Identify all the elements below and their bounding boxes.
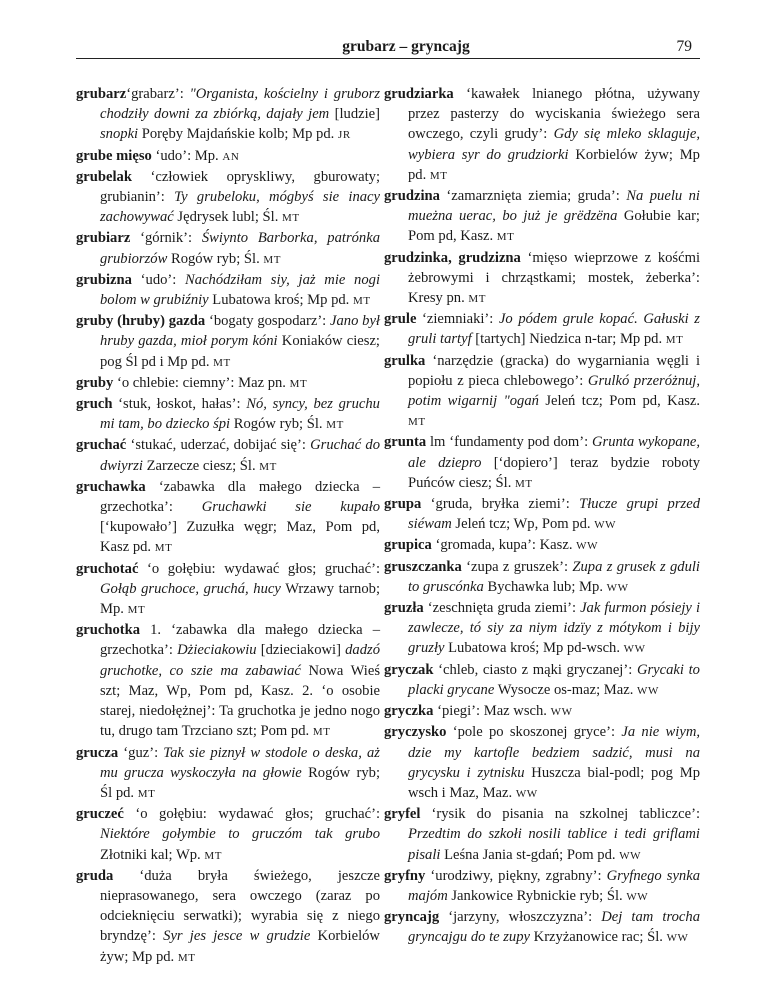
entry-headword: grule	[384, 311, 417, 328]
entry-author-signature: MT	[137, 787, 156, 800]
entry-example: Gruchać do dwiyrzi	[100, 437, 380, 474]
entry-definition: ‘pole po skoszonej gryce’:	[446, 724, 622, 741]
dictionary-entry	[384, 535, 700, 556]
dictionary-entry	[384, 598, 700, 660]
dictionary-entry	[384, 660, 700, 701]
header-rule	[76, 58, 700, 59]
entry-location: Rogów ryb; Śl.	[230, 416, 327, 433]
entry-author-signature: WW	[594, 519, 617, 532]
entry-headword: grunta	[384, 434, 427, 451]
entry-author-signature: MT	[204, 849, 223, 862]
entry-location: Nowa Wieś szt; Maz, Wp, Pom pd, Kasz. 2. ‘o osobie starej, niedołężnej’: Ta gruchotka je jedno nogo tu, drugo tam Trzciano szt; Pom pd.	[100, 662, 381, 740]
entry-headword: gruchać	[76, 437, 127, 454]
entry-location: Złotniki kal; Wp.	[100, 846, 205, 863]
entry-definition: ‘udo’:	[131, 271, 186, 288]
entry-example: Jak furmon pósiejy i zawlecze, tó siy za niym idzïy z mótykom i bijy gruzły	[408, 600, 700, 657]
entry-example: Gołąb gruchoce, gruchá, hucy	[100, 580, 281, 597]
entry-definition: ‘chleb, ciasto z mąki gryczanej’:	[433, 661, 637, 678]
dictionary-entry	[384, 722, 700, 804]
entry-headword: gruby (hruby) gazda	[76, 313, 206, 330]
entry-author-signature: WW	[666, 932, 689, 945]
entry-example: Gruchawki sie kupało	[201, 499, 380, 516]
entry-headword: gryfel	[384, 806, 421, 823]
entry-location: Huszcza bial-podl; pog Mp wsch i Maz, Maz.	[408, 764, 700, 801]
entry-author-signature: WW	[619, 849, 642, 862]
entry-author-signature: MT	[177, 951, 196, 964]
entry-definition: ‘piegi’:	[433, 703, 484, 720]
entry-headword: grubarz	[76, 86, 127, 102]
entry-definition: ‘człowiek opryskliwy, gburowaty; grubianin’:	[100, 168, 380, 206]
entry-location: Wrzawy tarnob; Mp.	[100, 580, 380, 618]
entry-definition: ‘o gołębiu: wydawać głos; gruchać’:	[123, 806, 380, 823]
entry-definition: ‘rysik do pisania na szkolnej tabliczce’:	[420, 806, 700, 823]
entry-location: Korbielów żyw; Mp pd.	[408, 146, 700, 183]
dictionary-entry	[76, 743, 380, 805]
entry-definition: ‘górnik’:	[130, 230, 202, 247]
entry-headword: gruchotka	[76, 622, 141, 639]
entry-example: Tłucze grupi przed siéwam	[408, 496, 700, 533]
entry-example: Dej tam trocha gryncajgu do te zupy	[408, 909, 700, 946]
dictionary-entry	[76, 373, 380, 394]
entry-example: Niektóre gołymbie to gruczóm tak grubo	[100, 826, 380, 843]
entry-author-signature: MT	[213, 356, 231, 369]
entry-headword: grulka	[384, 352, 426, 369]
entry-example: dadzó gruchotke, co szie ma zabawiać	[100, 642, 380, 679]
entry-headword: gryczka	[384, 703, 434, 720]
entry-location: Koniaków ciesz; pog Śl pd i Mp pd.	[100, 333, 380, 370]
entry-definition: ‘kawałek lnianego płótna, używany przez pasterzy do wyciskania świeżego sera owczego, czyli grudy’:	[408, 86, 700, 143]
entry-definition: ‘gromada, kupa’:	[431, 537, 540, 554]
entry-author-signature: WW	[606, 581, 629, 594]
entry-gloss: [‘kupowało’]	[100, 519, 187, 536]
entry-author-signature: WW	[637, 684, 659, 697]
entry-definition: 1. ‘zabawka dla małego dziecka – grzechotka’:	[100, 622, 380, 659]
entry-definition: ‘guz’:	[118, 744, 164, 761]
entry-headword: grubizna	[76, 271, 132, 288]
entry-example: Grycaki to placki grycane	[408, 661, 700, 698]
entry-example: Nó, syncy, bez gruchu mi tam, bo dziecko śpi	[100, 396, 380, 433]
entry-location: Korbielów żyw; Mp pd.	[100, 928, 380, 965]
entry-author-signature: WW	[626, 890, 649, 903]
entry-location: Zuzułka węgr; Maz, Pom pd, Kasz pd.	[100, 519, 380, 556]
entry-headword: grubiarz	[76, 230, 131, 247]
entry-location: Leśna Jania st-gdań; Pom pd.	[440, 846, 620, 863]
entry-author-signature: MT	[515, 477, 533, 490]
entry-location: Jankowice Rybnickie ryb; Śl.	[447, 887, 627, 904]
entry-example: snopki	[100, 126, 139, 143]
entry-definition: ‘urodziwy, piękny, zgrabny’:	[425, 867, 607, 884]
entry-location: Poręby Majdańskie kolb; Mp pd.	[138, 126, 338, 143]
entry-author-signature: MT	[289, 377, 308, 390]
entry-definition: ‘zamarznięta ziemia; gruda’:	[439, 188, 627, 205]
entry-definition: ‘zupa z gruszek’:	[461, 558, 573, 575]
entry-location: Krzyżanowice rac; Śl.	[530, 929, 667, 946]
entry-author-signature: MT	[282, 212, 300, 225]
entry-headword: grudziarka	[384, 86, 454, 102]
entry-location: [‘dopiero’] teraz bydzie roboty Puńców ciesz; Śl.	[408, 454, 701, 491]
entry-headword: gruczeć	[76, 806, 124, 823]
right-column	[384, 84, 700, 949]
dictionary-entry	[384, 351, 700, 433]
entry-definition: ‘jarzyny, włoszczyzna’:	[439, 909, 602, 926]
entry-headword: gryczysko	[384, 724, 447, 741]
dictionary-entry	[76, 804, 380, 866]
entry-example: Tak sie piznył w stodole o deska, aż mu grucza wyskoczyła na głowie	[100, 744, 380, 781]
entry-location: Maz pn.	[238, 374, 290, 391]
entry-author-signature: MT	[408, 416, 426, 429]
entry-author-signature: MT	[263, 253, 282, 266]
entry-definition: ‘o chlebie: ciemny’:	[113, 374, 239, 391]
entry-author-signature: MT	[468, 293, 487, 306]
entry-definition: ‘ziemniaki’:	[416, 311, 499, 328]
entry-example: Grulkó przeróżnuj, potim wigarnij "ogań	[408, 372, 701, 410]
entry-location: Lubatowa kroś; Mp pd-wsch.	[444, 640, 624, 657]
entry-location: Gołubie kar; Pom pd, Kasz.	[408, 208, 700, 245]
entry-location: [tartych] Niedzica n-tar; Mp pd.	[471, 331, 666, 348]
dictionary-entry	[384, 494, 700, 535]
entry-headword: grube mięso	[76, 147, 152, 164]
entry-headword: grupa	[384, 496, 422, 513]
entry-gloss: [dzieciakowi]	[256, 642, 346, 659]
entry-location: Rogów ryb; Śl pd.	[100, 764, 380, 801]
entry-example: "Organista, kościelny i gruborz chodziły downi za zbiórką, dajały jem	[100, 86, 380, 123]
entry-headword: gruchotać	[76, 560, 139, 577]
entry-author-signature: MT	[352, 295, 371, 308]
entry-example: Przedtim do szkołi nosili tablice i tedi griflami pisali	[408, 826, 700, 863]
entry-definition: lm ‘fundamenty pod dom’:	[426, 434, 592, 451]
entry-definition: ‘zabawka dla małego dziecka – grzechotka’:	[100, 478, 380, 516]
entry-definition: ‘udo’:	[151, 147, 195, 164]
dictionary-entry	[384, 186, 700, 248]
entry-author-signature: MT	[429, 169, 448, 182]
entry-location: Mp.	[194, 147, 223, 164]
dictionary-entry	[76, 866, 380, 968]
entry-headword: gryczak	[384, 661, 434, 678]
dictionary-entry	[76, 146, 380, 167]
entry-example: Jo pódem grule kopać. Gałuski z gruli tartyf	[408, 311, 700, 348]
entry-definition: ‘o gołębiu: wydawać głos; gruchać’:	[138, 560, 380, 577]
entry-author-signature: WW	[515, 787, 538, 800]
entry-example: Ty grubeloku, mógbyś sie inacy zachowywać	[100, 189, 381, 226]
entry-headword: gruzła	[384, 600, 424, 617]
entry-headword: gruch	[76, 396, 113, 413]
entry-author-signature: JR	[337, 129, 351, 142]
entry-headword: grupica	[384, 537, 432, 554]
entry-example: Zupa z grusek z gduli to gruscónka	[408, 558, 700, 595]
entry-headword: grudzina	[384, 188, 440, 205]
page-number: 79	[676, 38, 692, 55]
dictionary-entry	[384, 701, 700, 722]
entry-example: Grunta wykopane, ale dziepro	[408, 434, 700, 471]
entry-example: Syr jes jesce w grudzie	[163, 928, 311, 945]
entry-author-signature: AN	[222, 150, 240, 163]
entry-example: Gryfnego synka majóm	[408, 867, 700, 904]
dictionary-entry	[384, 84, 700, 186]
entry-example: Świynto Barborka, patrónka grubiorzów	[100, 230, 380, 267]
entry-author-signature: WW	[576, 540, 599, 553]
entry-author-signature: MT	[154, 542, 173, 555]
entry-example: Na puelu ni mueżna uerac, bo już je grëdzëna	[408, 188, 700, 225]
dictionary-entry	[76, 84, 380, 146]
left-column	[76, 84, 380, 968]
dictionary-entry	[384, 432, 700, 494]
running-head	[76, 36, 700, 58]
entry-author-signature: MT	[665, 334, 684, 347]
entry-location: Kresy pn.	[408, 290, 469, 307]
entry-headword: gruchawka	[76, 478, 146, 495]
entry-location: Wysocze os-maz; Maz.	[494, 681, 638, 698]
dictionary-entry	[76, 435, 380, 476]
entry-location: Maz wsch.	[483, 703, 551, 720]
dictionary-entry	[384, 248, 700, 310]
entry-headword: gryncajg	[384, 909, 440, 926]
entry-headword: grubelak	[76, 168, 132, 185]
entry-definition: ‘narzędzie (gracka) do wygarniania węgli i popiołu z pieca chlebowego’:	[408, 352, 700, 389]
entry-definition: ‘mięso wieprzowe z kośćmi żebrowymi i chrząstkami; mostek, żeberka’:	[408, 249, 700, 286]
entry-example: Dżieciakowiu	[177, 642, 257, 659]
entry-headword: gryfny	[384, 867, 426, 884]
entry-definition: ‘stukać, uderzać, dobijać się’:	[126, 437, 311, 454]
entry-location: Jędrysek lubl; Śl.	[173, 209, 283, 226]
dictionary-entry	[384, 804, 700, 866]
dictionary-entry	[76, 620, 380, 742]
entry-headword: gruszczanka	[384, 558, 462, 575]
dictionary-entry	[384, 557, 700, 598]
entry-location: Jeleń tcz; Pom pd, Kasz.	[538, 393, 701, 410]
dictionary-entry	[384, 866, 700, 907]
dictionary-entry	[76, 167, 380, 229]
entry-gloss: [ludzie]	[329, 106, 381, 123]
dictionary-entry	[76, 311, 380, 373]
entry-location: Lubatowa kroś; Mp pd.	[208, 292, 353, 309]
entry-headword: grucza	[76, 744, 119, 761]
dictionary-entry	[76, 477, 380, 559]
dictionary-entry	[76, 270, 380, 311]
entry-author-signature: MT	[326, 419, 344, 432]
entry-location: Rogów ryb; Śl.	[167, 250, 264, 267]
dictionary-entry	[384, 907, 700, 948]
entry-definition: ‘stuk, łoskot, hałas’:	[112, 396, 247, 413]
entry-example: Nachódziłam siy, jaż mie nogi bolom w grubiźniy	[100, 271, 381, 309]
dictionary-entry	[76, 228, 380, 269]
dictionary-entry	[76, 559, 380, 621]
entry-location: Jeleń tcz; Wp, Pom pd.	[451, 516, 595, 533]
entry-author-signature: MT	[127, 604, 146, 617]
entry-author-signature: WW	[550, 706, 573, 719]
entry-location: Bychawka lub; Mp.	[483, 578, 607, 595]
entry-author-signature: MT	[496, 231, 515, 244]
entry-example: Ja nie wiym, dzie my kartofle bedziem sadzić, musi na grycysku i zytnisku	[408, 724, 701, 781]
running-head-title: grubarz – gryncajg	[342, 38, 470, 55]
entry-headword: gruda	[76, 867, 114, 884]
entry-definition: ‘zeschnięta gruda ziemi’:	[423, 600, 581, 617]
entry-headword: gruby	[76, 374, 114, 391]
entry-example: Jano był hruby gazda, mioł porym kóni	[100, 313, 380, 350]
entry-headword: grudzinka, grudzizna	[384, 249, 521, 266]
entry-author-signature: MT	[259, 460, 277, 473]
entry-definition: ‘duża bryła świeżego, jeszcze nieprasowanego, sera owczego (zaraz po odcieknięciu serwatki); wyrabia się z niego bryndzę’:	[100, 867, 380, 945]
entry-location: Zarzecze ciesz; Śl.	[142, 457, 260, 474]
entry-author-signature: MT	[312, 726, 331, 739]
dictionary-entry	[384, 309, 700, 350]
entry-definition: ‘grabarz’:	[126, 86, 190, 102]
entry-location: Kasz.	[539, 537, 577, 554]
entry-example: Gdy się mleko sklaguje, wybiera syr do grudziorki	[408, 126, 700, 163]
dictionary-entry	[76, 394, 380, 435]
entry-author-signature: WW	[623, 643, 646, 656]
entry-definition: ‘bogaty gospodarz’:	[205, 313, 331, 330]
entry-definition: ‘gruda, bryłka ziemi’:	[421, 496, 580, 513]
